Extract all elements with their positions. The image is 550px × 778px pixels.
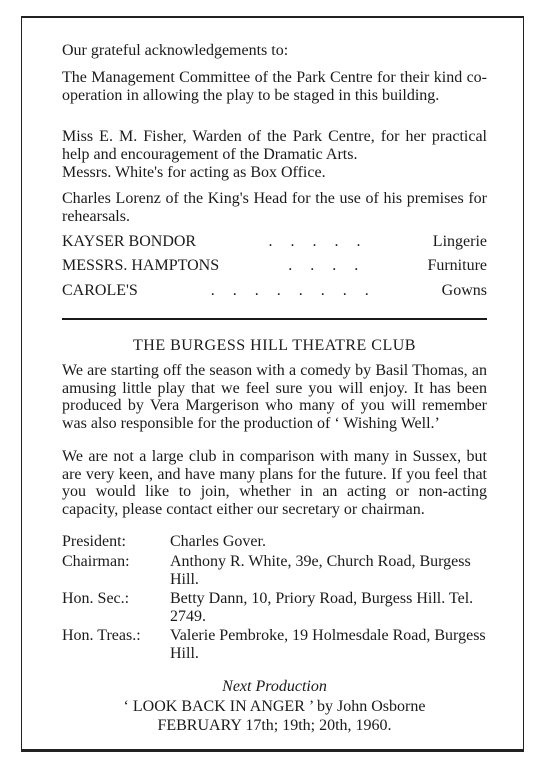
acknowledgement-paragraph: Miss E. M. Fisher, Warden of the Park Centre, for her practical help and encouragement of the Dramatic Arts.: [62, 128, 487, 163]
sponsor-row: [62, 282, 487, 300]
officer-row: [62, 533, 487, 551]
officer-role: Hon. Sec.:: [62, 590, 130, 607]
officer-name: Valerie Pembroke, 19 Holmesdale Road, Burgess Hill.: [170, 627, 486, 662]
officer-row: [62, 553, 487, 588]
sponsor-name: MESSRS. HAMPTONS: [62, 257, 220, 274]
acknowledgement-paragraph: The Management Committee of the Park Centre for their kind co-operation in allowing the play to be staged in this building.: [62, 69, 487, 104]
officer-row: [62, 627, 487, 662]
leader-dots: . . . . . . . .: [210, 282, 369, 299]
club-title: THE BURGESS HILL THEATRE CLUB: [133, 337, 416, 354]
leader-dots: . . . .: [288, 257, 359, 274]
officer-name: Anthony R. White, 39e, Church Road, Burgess Hill.: [170, 553, 471, 588]
sponsor-row: [62, 233, 487, 251]
leader-dots: . . . . .: [268, 233, 361, 250]
club-paragraph: We are not a large club in comparison with many in Sussex, but are very keen, and have many plans for the future. If you feel that you would like to join, whether in an acting or non-acting capacity, please contact either our secretary or chairman.: [62, 448, 487, 518]
sponsor-item: Furniture: [427, 257, 487, 274]
sponsor-item: Lingerie: [432, 233, 487, 250]
officer-role: President:: [62, 533, 126, 550]
officer-name: Betty Dann, 10, Priory Road, Burgess Hill. Tel. 2749.: [170, 590, 474, 625]
officer-role: Chairman:: [62, 553, 130, 570]
acknowledgement-paragraph: Charles Lorenz of the King's Head for the use of his premises for rehearsals.: [62, 190, 487, 225]
section-divider: [62, 318, 487, 320]
club-paragraph: We are starting off the season with a comedy by Basil Thomas, an amusing little play that we feel sure you will enjoy. It has been produced by Vera Margerison who many of you will remember was also responsible for the production of ‘ Wishing Well.’: [62, 362, 487, 432]
sponsor-name: KAYSER BONDOR: [62, 233, 197, 250]
officer-row: [62, 590, 487, 625]
sponsor-name: CAROLE'S: [62, 282, 138, 299]
sponsor-item: Gowns: [441, 282, 487, 299]
acknowledgement-paragraph: Messrs. White's for acting as Box Office.: [62, 164, 326, 181]
officer-role: Hon. Treas.:: [62, 627, 141, 644]
next-production-title: ‘ LOOK BACK IN ANGER ’ by John Osborne: [123, 698, 426, 715]
sponsor-row: [62, 257, 487, 275]
officer-name: Charles Gover.: [170, 533, 266, 550]
acknowledgements-heading: Our grateful acknowledgements to:: [62, 42, 289, 59]
next-production-dates: FEBRUARY 17th; 19th; 20th, 1960.: [157, 717, 392, 734]
next-production-label: Next Production: [222, 678, 327, 695]
